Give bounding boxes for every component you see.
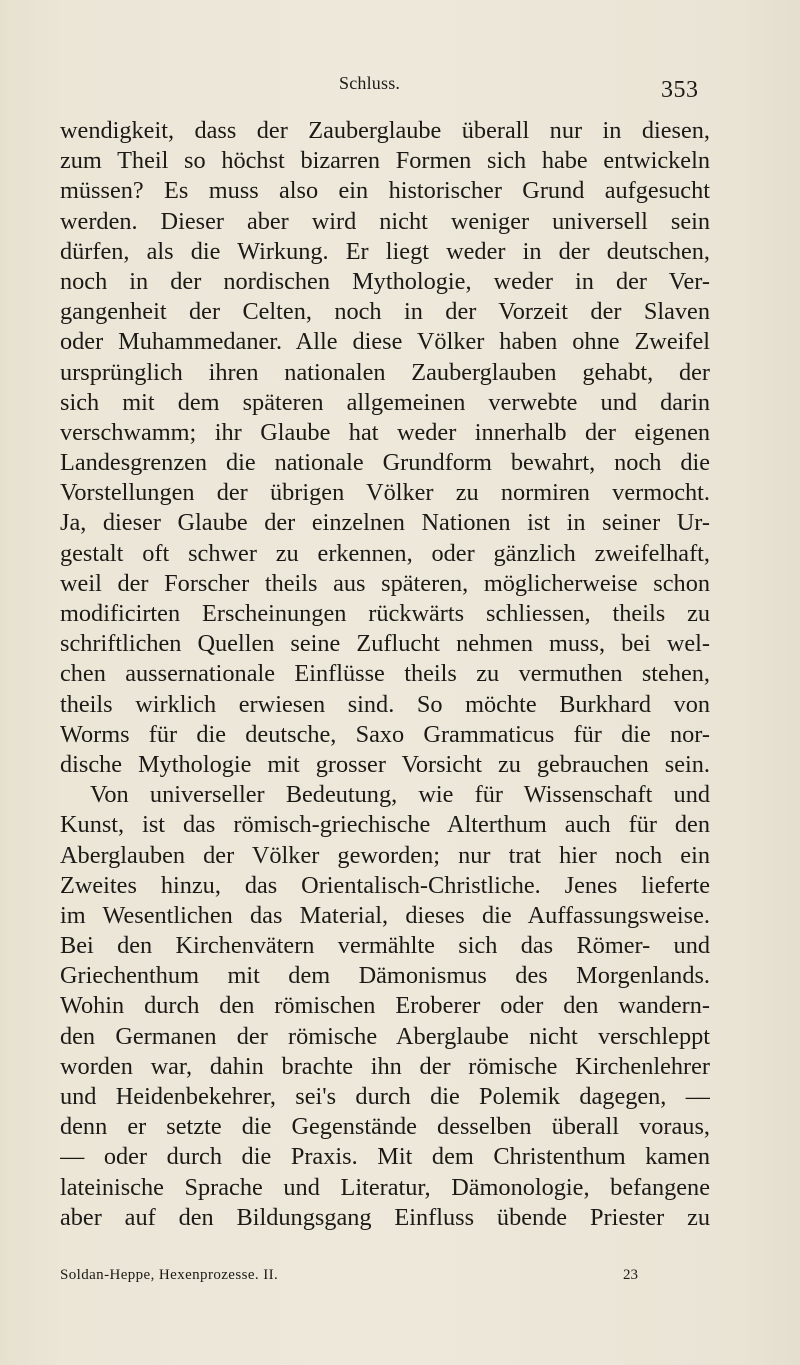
text-line: sich mit dem späteren allgemeinen verwebte und darin	[60, 388, 710, 416]
running-head	[0, 73, 800, 113]
text-line: Landesgrenzen die nationale Grundform bewahrt, noch die	[60, 449, 710, 477]
text-line: Vorstellungen der übrigen Völker zu normiren vermocht.	[60, 479, 710, 507]
text-line: — oder durch die Praxis. Mit dem Christenthum kamen	[60, 1143, 710, 1171]
text-line: Griechenthum mit dem Dämonismus des Morgenlands.	[60, 962, 710, 990]
text-line: Kunst, ist das römisch-griechische Alterthum auch für den	[60, 811, 710, 839]
text-line: zum Theil so höchst bizarren Formen sich habe entwickeln	[60, 147, 710, 175]
text-line: chen aussernationale Einflüsse theils zu vermuthen stehen,	[60, 660, 710, 688]
paragraph-start-line: Von universeller Bedeutung, wie für Wissenschaft und	[90, 781, 710, 809]
text-line: Aberglauben der Völker geworden; nur trat hier noch ein	[60, 841, 710, 869]
text-line: oder Muhammedaner. Alle diese Völker haben ohne Zweifel	[60, 328, 710, 356]
printer-signature: Soldan-Heppe, Hexenprozesse. II.	[60, 1267, 279, 1283]
text-line: den Germanen der römische Aberglaube nicht verschleppt	[60, 1022, 710, 1050]
text-line: dische Mythologie mit grosser Vorsicht zu gebrauchen sein.	[60, 750, 710, 778]
text-line: müssen? Es muss also ein historischer Grund aufgesucht	[60, 177, 710, 205]
text-line: worden war, dahin brachte ihn der römische Kirchenlehrer	[60, 1052, 710, 1080]
text-line: modificirten Erscheinungen rückwärts schliessen, theils zu	[60, 600, 710, 627]
text-line: Bei den Kirchenvätern vermählte sich das Römer- und	[60, 932, 710, 960]
text-line: Worms für die deutsche, Saxo Grammaticus für die nor-	[60, 720, 710, 748]
text-line: gestalt oft schwer zu erkennen, oder gänzlich zweifelhaft,	[60, 539, 710, 567]
signature-number: 23	[623, 1267, 638, 1283]
text-line: dürfen, als die Wirkung. Er liegt weder in der deutschen,	[60, 237, 710, 265]
text-line: und Heidenbekehrer, sei's durch die Polemik dagegen, —	[60, 1083, 710, 1110]
text-line: Ja, dieser Glaube der einzelnen Nationen ist in seiner Ur-	[60, 509, 710, 537]
text-line: verschwamm; ihr Glaube hat weder innerhalb der eigenen	[60, 418, 710, 446]
text-line: lateinische Sprache und Literatur, Dämonologie, befangene	[60, 1173, 710, 1201]
text-line: gangenheit der Celten, noch in der Vorzeit der Slaven	[60, 298, 710, 326]
text-line: wendigkeit, dass der Zauberglaube überall nur in diesen,	[60, 117, 710, 144]
page-number: 353	[661, 77, 699, 103]
running-title: Schluss.	[339, 73, 401, 93]
text-line: aber auf den Bildungsgang Einfluss übende Priester zu	[60, 1203, 710, 1231]
text-line: schriftlichen Quellen seine Zuflucht nehmen muss, bei wel-	[60, 630, 710, 658]
body-text	[60, 116, 710, 1233]
text-line: denn er setzte die Gegenstände desselben überall voraus,	[60, 1113, 710, 1141]
text-line: weil der Forscher theils aus späteren, möglicherweise schon	[60, 569, 710, 597]
text-line: theils wirklich erwiesen sind. So möchte Burkhard von	[60, 690, 710, 718]
text-line: werden. Dieser aber wird nicht weniger universell sein	[60, 207, 710, 235]
text-line: im Wesentlichen das Material, dieses die Auffassungsweise.	[60, 901, 710, 929]
text-line: Wohin durch den römischen Eroberer oder den wandern-	[60, 992, 710, 1020]
page-footer	[60, 1267, 710, 1293]
text-line: ursprünglich ihren nationalen Zauberglauben gehabt, der	[60, 358, 710, 386]
text-line: noch in der nordischen Mythologie, weder in der Ver-	[60, 267, 710, 295]
text-line: Zweites hinzu, das Orientalisch-Christliche. Jenes lieferte	[60, 871, 710, 899]
